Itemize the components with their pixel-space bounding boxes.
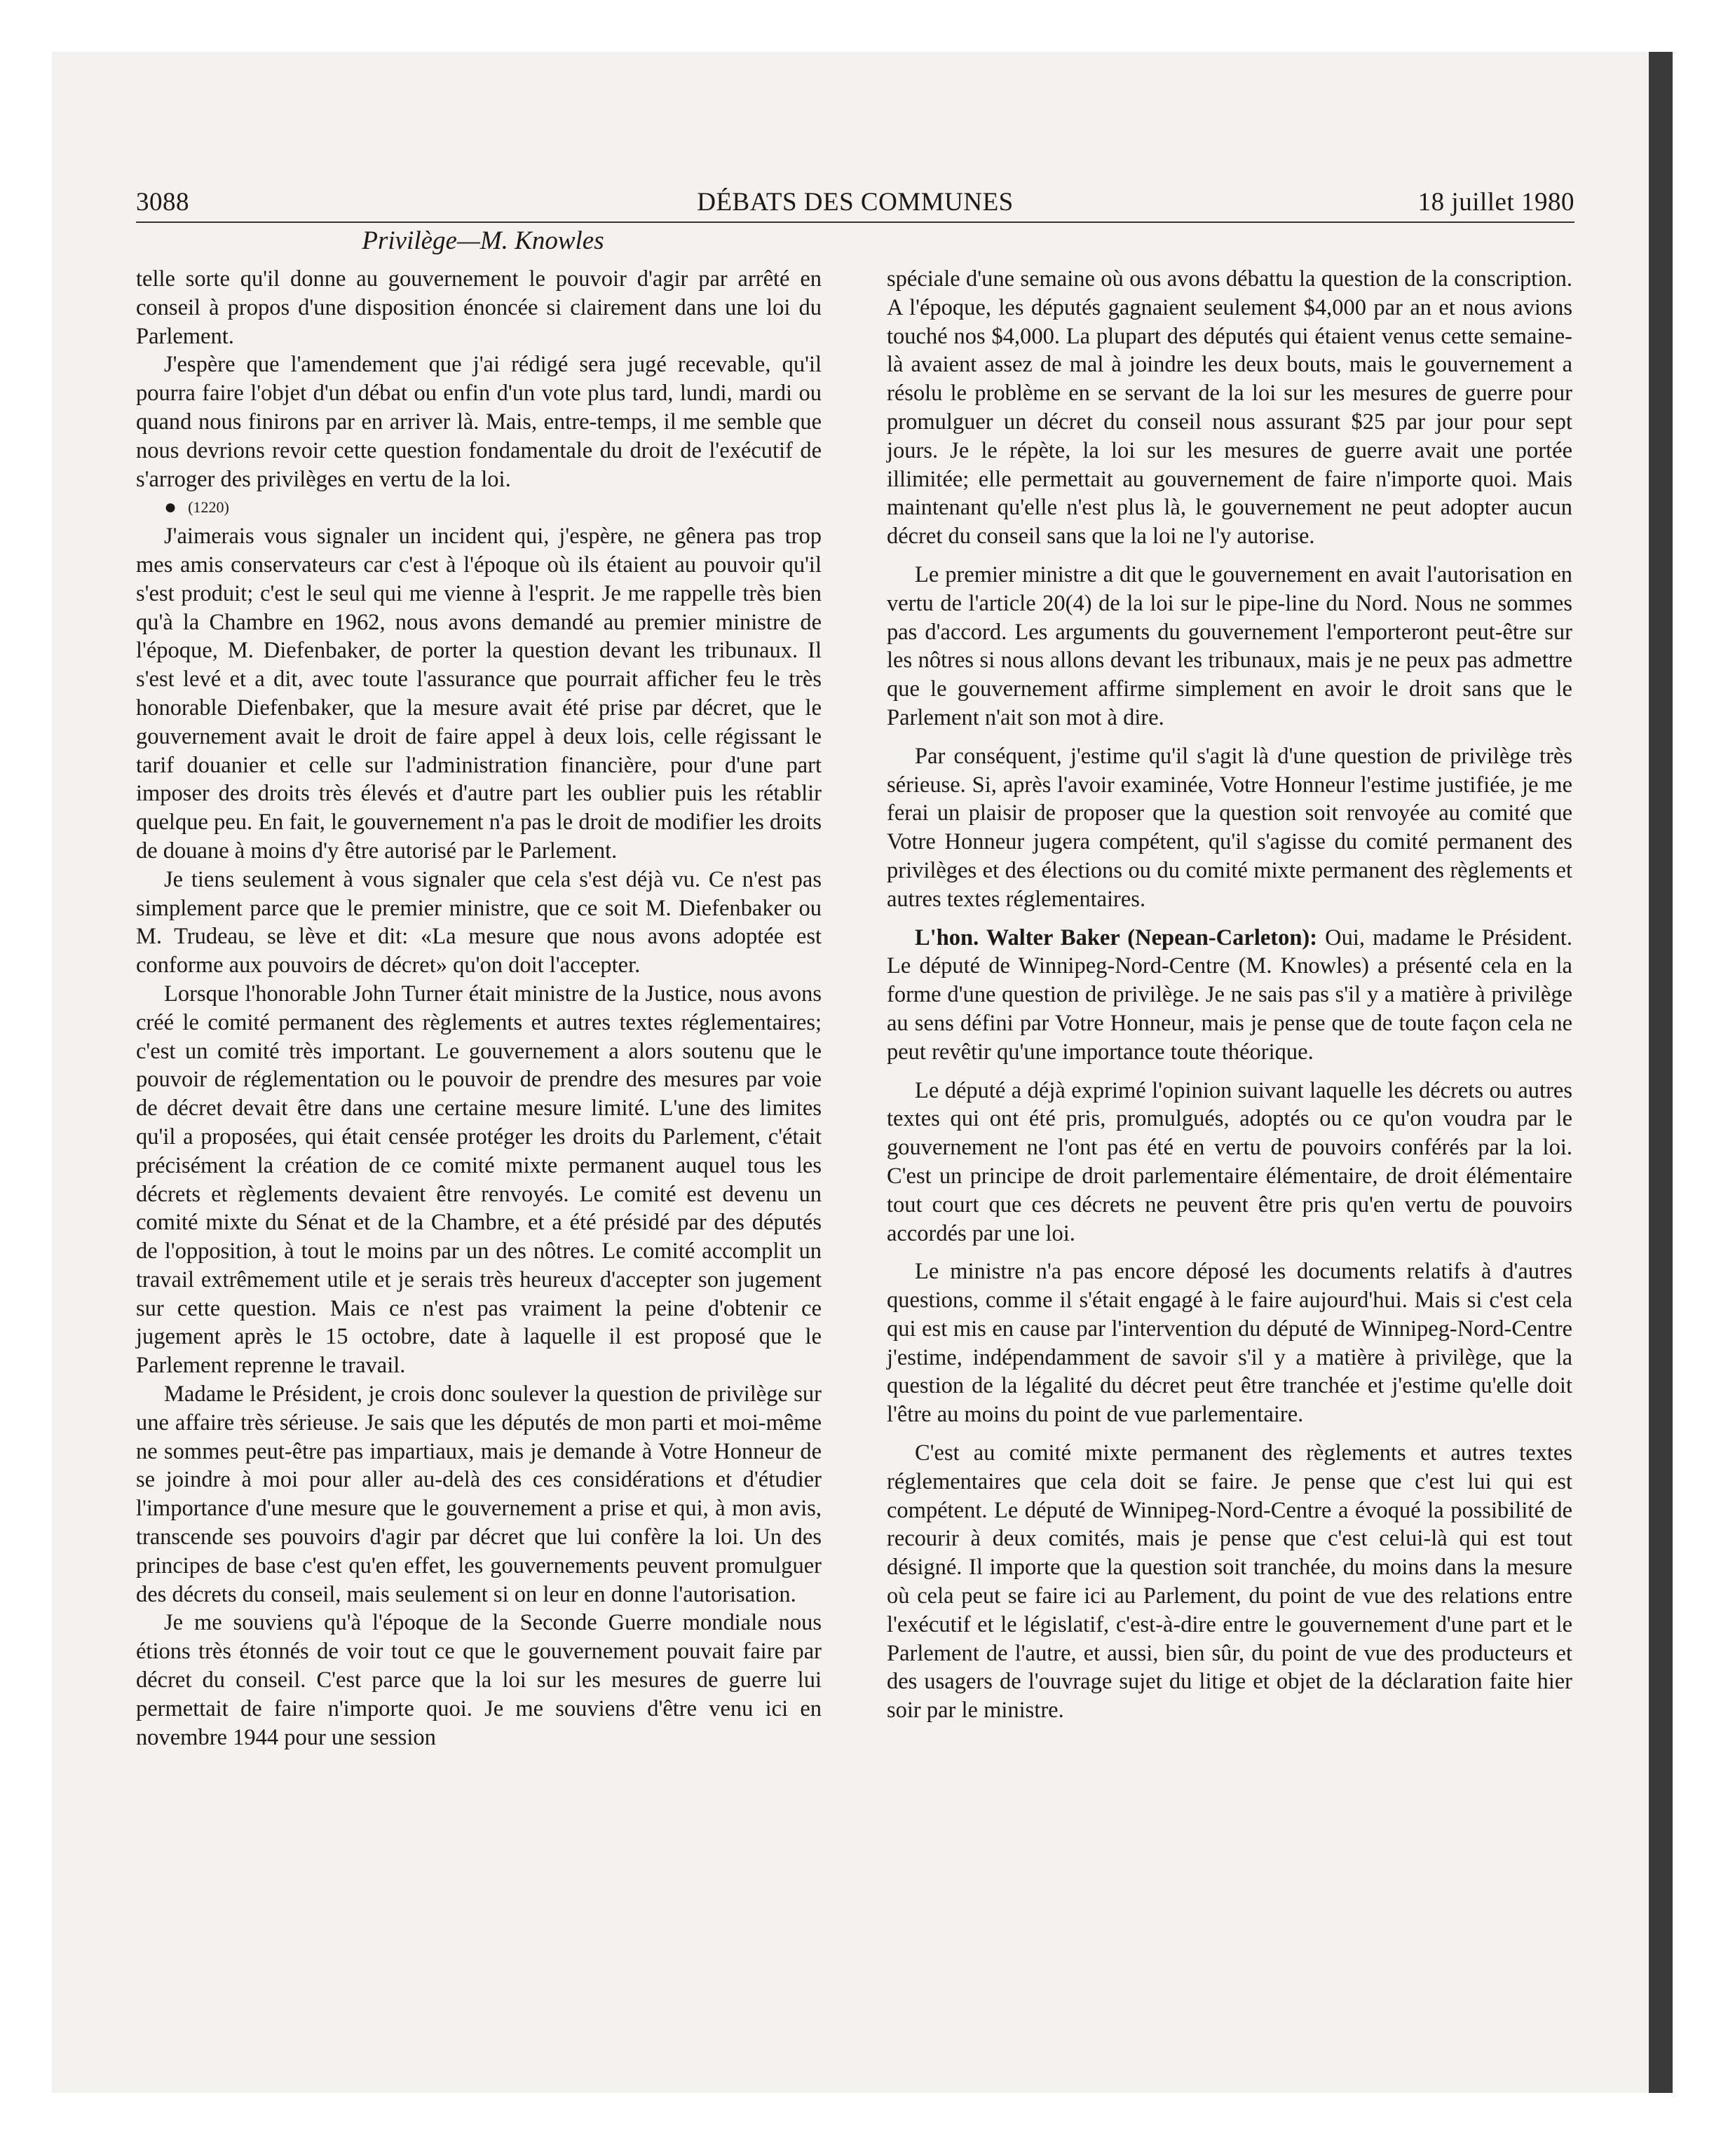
- publication-date: 18 juillet 1980: [1417, 188, 1574, 217]
- publication-title: DÉBATS DES COMMUNES: [697, 188, 1014, 217]
- page-header: [136, 177, 1574, 223]
- paragraph: Le ministre n'a pas encore déposé les documents relatifs à d'autres questions, comme il s'était engagé à le faire aujourd'hui. Mais si c'est cela qui est mis en cause par l'intervention du député de Winnipeg-Nord-Centre j'estime, indépendamment de savoir s'il y a matière à privilège, que la question de la légalité du décret peut être tranchée et j'estime qu'elle doit l'être au moins du point de vue parlementaire.: [887, 1259, 1572, 1428]
- paragraph: J'aimerais vous signaler un incident qui, j'espère, ne gênera pas trop mes amis conservateurs car c'est à l'époque où ils étaient au pouvoir qu'il s'est produit; c'est le seul qui me vienne à l'esprit. Je me rappelle très bien qu'à la Chambre en 1962, nous avons demandé au premier ministre de l'époque, M. Diefenbaker, de porter la question devant les tribunaux. Il s'est levé et a dit, avec toute l'assurance que pourrait afficher feu le très honorable Diefenbaker, que la mesure avait été prise par décret, que le gouvernement avait le droit de faire appel à deux lois, celle régissant le tarif douanier et celle sur l'administration financière, pour d'une part imposer des droits très élevés et d'autre part les oublier puis les rétablir quelque peu. En fait, le gouvernement n'a pas le droit de modifier les droits de douane à moins d'y être autorisé par le Parlement.: [136, 524, 822, 864]
- timestamp-text: (1220): [188, 498, 229, 517]
- paragraph: Madame le Président, je crois donc soulever la question de privilège sur une affaire très sérieuse. Je sais que les députés de mon parti et moi-même ne sommes peut-être pas impartiaux, mais je demande à Votre Honneur de se joindre à moi pour aller au-delà des ces considérations et d'étudier l'importance d'une mesure que le gouvernement a prise et qui, à mon avis, transcende ses pouvoirs d'agir par décret que lui confère la loi. Un des principes de base c'est qu'en effet, les gouvernements peuvent promulguer des décrets du conseil, mais seulement si on leur en donne l'autorisation.: [136, 1381, 822, 1607]
- paragraph: Je tiens seulement à vous signaler que cela s'est déjà vu. Ce n'est pas simplement parce que le premier ministre, que ce soit M. Diefenbaker ou M. Trudeau, se lève et dit: «La mesure que nous avons adoptée est conforme aux pouvoirs de décret» qu'on doit l'accepter.: [136, 866, 822, 978]
- paragraph: spéciale d'une semaine où ous avons débattu la question de la conscription. A l'époque, les députés gagnaient seulement $4,000 par an et nous avions touché nos $4,000. La plupart des députés qui étaient venus cette semaine-là avaient assez de mal à joindre les deux bouts, mais le gouvernement a résolu le problème en se servant de la loi sur les mesures de guerre pour promulguer un décret du conseil nous assurant $25 par jour pour sept jours. Je le répète, la loi sur les mesures de guerre avait une portée illimitée; elle permettait au gouvernement de faire n'importe quoi. Mais maintenant qu'elle n'est plus là, le gouvernement ne peut adopter aucun décret du conseil sans que la loi ne l'y autorise.: [887, 266, 1572, 550]
- paragraph: telle sorte qu'il donne au gouvernement le pouvoir d'agir par arrêté en conseil à propos d'une disposition énoncée si clairement dans une loi du Parlement.: [136, 266, 822, 349]
- paragraph: Par conséquent, j'estime qu'il s'agit là d'une question de privilège très sérieuse. Si, après l'avoir examinée, Votre Honneur l'estime justifiée, je me ferai un plaisir de proposer que la question soit renvoyée au comité que Votre Honneur jugera compétent, qu'il s'agisse du comité permanent des privilèges et des élections ou du comité mixte permanent des règlements et autres textes réglementaires.: [887, 743, 1572, 912]
- paragraph: J'espère que l'amendement que j'ai rédigé sera jugé recevable, qu'il pourra faire l'objet d'un débat ou enfin d'un vote plus tard, lundi, mardi ou quand nous finirons par en arriver là. Mais, entre-temps, il me semble que nous devrions revoir cette question fondamentale du droit de l'exécutif de s'arroger des privilèges en vertu de la loi.: [136, 352, 822, 492]
- left-column: [136, 265, 822, 1752]
- timestamp-marker: [136, 493, 822, 522]
- speaker-paragraph: [887, 924, 1572, 1067]
- scan-edge: [1649, 52, 1673, 2093]
- speech-text: Oui, madame le Président. Le député de Winnipeg-Nord-Centre (M. Knowles) a présenté cela en la forme d'une question de privilège. Je ne sais pas s'il y a matière à privilège au sens défini par Votre Honneur, mais je pense que de toute façon cela ne peut revêtir qu'une importance toute théorique.: [887, 925, 1572, 1065]
- paragraph: Le député a déjà exprimé l'opinion suivant laquelle les décrets ou autres textes qui ont été pris, promulgués, adoptés ou ce qu'on voudra par le gouvernement ne l'ont pas été en vertu de pouvoirs conférés par la loi. C'est un principe de droit parlementaire élémentaire, de droit élémentaire tout court que ces décrets ne peuvent être pris qu'en vertu de pouvoirs accordés par une loi.: [887, 1077, 1572, 1246]
- section-subheading: Privilège—M. Knowles: [362, 226, 604, 255]
- speaker-name: L'hon. Walter Baker (Nepean-Carleton):: [915, 925, 1318, 950]
- right-column: [887, 265, 1572, 1725]
- paragraph: C'est au comité mixte permanent des règlements et autres textes réglementaires que cela doit se faire. Je pense que c'est lui qui est compétent. Le député de Winnipeg-Nord-Centre a évoqué la possibilité de recourir à deux comités, mais je pense que c'est celui-là qui est tout désigné. Il importe que la question soit tranchée, du moins dans la mesure où cela peut se faire ici au Parlement, du point de vue des relations entre l'exécutif et le législatif, c'est-à-dire entre le gouvernement d'une part et le Parlement de l'autre, et aussi, bien sûr, du point de vue des producteurs et des usagers de l'ouvrage sujet du litige et objet de la déclaration faite hier soir par le ministre.: [887, 1440, 1572, 1724]
- bullet-icon: ●: [164, 496, 177, 519]
- paragraph: Je me souviens qu'à l'époque de la Seconde Guerre mondiale nous étions très étonnés de voir tout ce que le gouvernement pouvait faire par décret du conseil. C'est parce que la loi sur les mesures de guerre lui permettait de faire n'importe quoi. Je me souviens d'être venu ici en novembre 1944 pour une session: [136, 1610, 822, 1750]
- paragraph: Lorsque l'honorable John Turner était ministre de la Justice, nous avons créé le comité permanent des règlements et autres textes réglementaires; c'est un comité très important. Le gouvernement a alors soutenu que le pouvoir de réglementation ou le pouvoir de prendre des mesures par voie de décret devait être dans une certaine mesure limité. L'une des limites qu'il a proposées, qui était censée protéger les droits du Parlement, c'était précisément la création de ce comité mixte permanent auquel tous les décrets et règlements devaient être renvoyés. Le comité est devenu un comité mixte du Sénat et de la Chambre, et a été présidé par des députés de l'opposition, à tout le moins par un des nôtres. Le comité accomplit un travail extrêmement utile et je serais très heureux d'accepter son jugement sur cette question. Mais ce n'est pas vraiment la peine d'obtenir ce jugement après le 15 octobre, date à laquelle il est proposé que le Parlement reprenne le travail.: [136, 981, 822, 1379]
- paragraph: Le premier ministre a dit que le gouvernement en avait l'autorisation en vertu de l'article 20(4) de la loi sur le pipe-line du Nord. Nous ne sommes pas d'accord. Les arguments du gouvernement l'emporteront peut-être sur les nôtres si nous allons devant les tribunaux, mais je ne peux pas admettre que le gouvernement affirme simplement en avoir le droit sans que le Parlement n'ait son mot à dire.: [887, 561, 1572, 730]
- page-number: 3088: [136, 188, 189, 217]
